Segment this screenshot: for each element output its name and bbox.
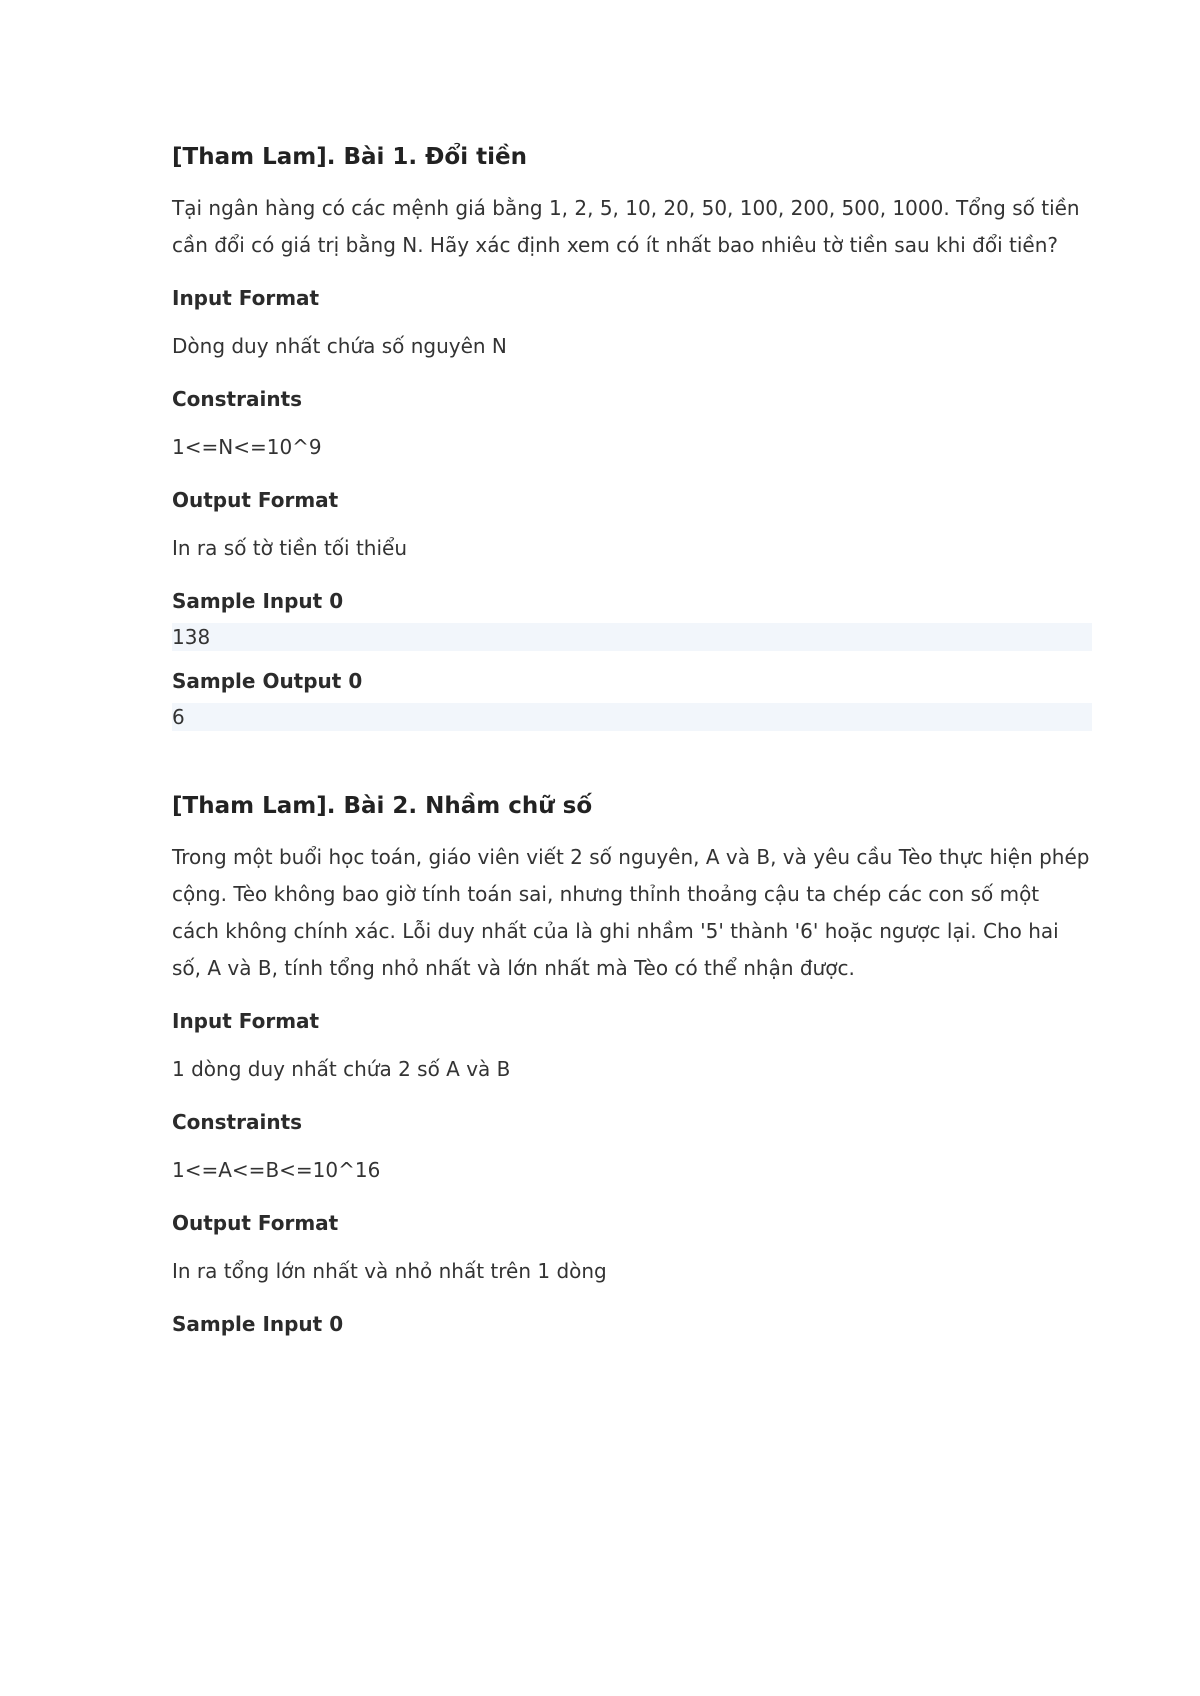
input-format-heading: Input Format [172, 1009, 320, 1033]
constraints-heading: Constraints [172, 387, 303, 411]
sample-output-heading: Sample Output 0 [172, 669, 363, 693]
input-format-text: 1 dòng duy nhất chứa 2 số A và B [172, 1057, 511, 1081]
problem-1 [172, 142, 1092, 731]
problem-description: Trong một buổi học toán, giáo viên viết 2 số nguyên, A và B, và yêu cầu Tèo thực hiện phép cộng. Tèo không bao giờ tính toán sai, nhưng thỉnh thoảng cậu ta chép các con số một cách không chính xác. Lỗi duy nhất của là ghi nhầm '5' thành '6' hoặc ngược lại. Cho hai số, A và B, tính tổng nhỏ nhất và lớn nhất mà Tèo có thể nhận được. [172, 845, 1090, 980]
constraints-heading: Constraints [172, 1110, 303, 1134]
problem-title: [Tham Lam]. Bài 1. Đổi tiền [172, 144, 527, 170]
constraints-text: 1<=N<=10^9 [172, 435, 322, 459]
input-format-text: Dòng duy nhất chứa số nguyên N [172, 334, 507, 358]
sample-input-block: 138 [172, 623, 1092, 651]
output-format-heading: Output Format [172, 488, 339, 512]
document-page [172, 142, 1092, 1346]
sample-input-heading: Sample Input 0 [172, 589, 344, 613]
problem-2 [172, 791, 1092, 1338]
output-format-heading: Output Format [172, 1211, 339, 1235]
output-format-text: In ra số tờ tiền tối thiểu [172, 536, 407, 560]
problem-title: [Tham Lam]. Bài 2. Nhầm chữ số [172, 793, 593, 819]
input-format-heading: Input Format [172, 286, 320, 310]
output-format-text: In ra tổng lớn nhất và nhỏ nhất trên 1 dòng [172, 1259, 607, 1283]
constraints-text: 1<=A<=B<=10^16 [172, 1158, 381, 1182]
sample-input-heading: Sample Input 0 [172, 1312, 344, 1336]
sample-output-block: 6 [172, 703, 1092, 731]
problem-description: Tại ngân hàng có các mệnh giá bằng 1, 2, 5, 10, 20, 50, 100, 200, 500, 1000. Tổng số tiền cần đổi có giá trị bằng N. Hãy xác định xem có ít nhất bao nhiêu tờ tiền sau khi đổi tiền? [172, 196, 1080, 257]
